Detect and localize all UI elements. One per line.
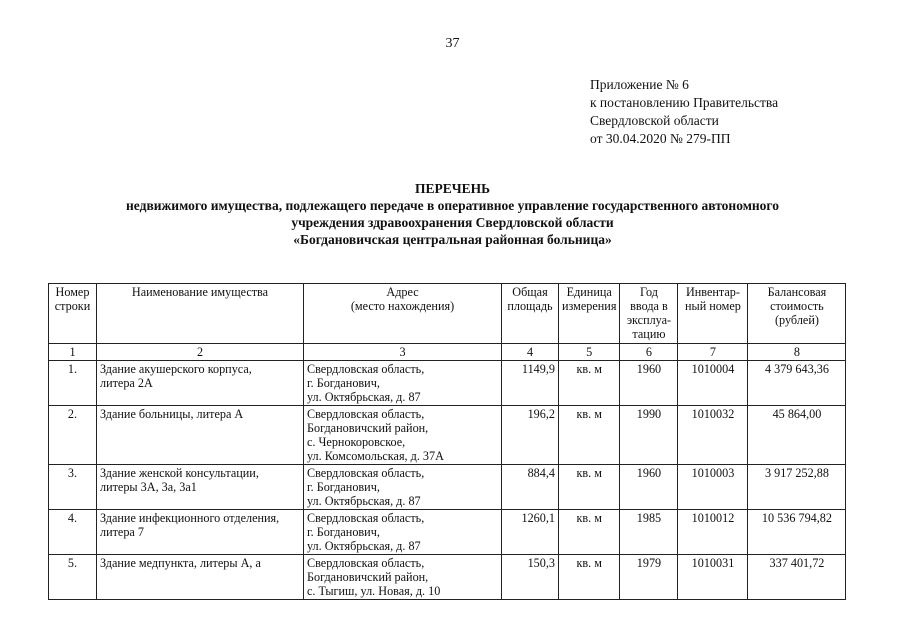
row-number: 3. [49,465,97,510]
header-area: Общая площадь [502,284,559,344]
property-unit: кв. м [559,555,620,600]
property-name: Здание женской консультации, литеры 3А, 3а, 3а1 [97,465,304,510]
row-number: 1. [49,361,97,406]
title-line: ПЕРЕЧЕНЬ [414,181,491,196]
property-name: Здание медпункта, литеры А, а [97,555,304,600]
page-number: 37 [445,36,460,51]
column-number: 2 [97,344,304,361]
property-area: 884,4 [502,465,559,510]
column-number: 1 [49,344,97,361]
header-year: Год ввода в эксплуа- тацию [620,284,678,344]
property-unit: кв. м [559,510,620,555]
property-unit: кв. м [559,465,620,510]
appendix-block [590,76,778,148]
property-area: 150,3 [502,555,559,600]
property-inventory: 1010031 [678,555,748,600]
appendix-line: Свердловской области [590,113,719,128]
title-line: «Богдановичская центральная районная больница» [293,232,612,247]
property-address: Свердловская область, г. Богданович, ул. Октябрьская, д. 87 [304,361,502,406]
property-name: Здание больницы, литера А [97,406,304,465]
property-inventory: 1010004 [678,361,748,406]
property-inventory: 1010012 [678,510,748,555]
property-inventory: 1010003 [678,465,748,510]
appendix-line: от 30.04.2020 № 279-ПП [590,131,731,146]
header-property-name: Наименование имущества [97,284,304,344]
header-value: Балансовая стоимость (рублей) [748,284,846,344]
column-number-row [49,344,846,361]
property-address: Свердловская область, г. Богданович, ул. Октябрьская, д. 87 [304,510,502,555]
column-number: 5 [559,344,620,361]
property-year: 1990 [620,406,678,465]
property-name: Здание инфекционного отделения, литера 7 [97,510,304,555]
property-value: 337 401,72 [748,555,846,600]
property-year: 1960 [620,361,678,406]
column-number: 6 [620,344,678,361]
row-number: 5. [49,555,97,600]
property-address: Свердловская область, Богдановичский район, с. Тыгиш, ул. Новая, д. 10 [304,555,502,600]
property-name: Здание акушерского корпуса, литера 2А [97,361,304,406]
table-row [49,465,846,510]
property-address: Свердловская область, Богдановичский район, с. Чернокоровское, ул. Комсомольская, д. 37А [304,406,502,465]
column-number: 3 [304,344,502,361]
header-address: Адрес (место нахождения) [304,284,502,344]
property-area: 1149,9 [502,361,559,406]
row-number: 2. [49,406,97,465]
column-number: 8 [748,344,846,361]
title-line: недвижимого имущества, подлежащего передаче в оперативное управление государственного автономного [126,198,779,213]
property-table [48,283,846,600]
table-row [49,555,846,600]
appendix-line: к постановлению Правительства [590,95,779,110]
document-title [0,180,905,248]
column-number: 4 [502,344,559,361]
appendix-line: Приложение № 6 [590,77,689,92]
header-inventory: Инвентар- ный номер [678,284,748,344]
property-address: Свердловская область, г. Богданович, ул. Октябрьская, д. 87 [304,465,502,510]
property-inventory: 1010032 [678,406,748,465]
property-value: 10 536 794,82 [748,510,846,555]
property-unit: кв. м [559,361,620,406]
property-value: 4 379 643,36 [748,361,846,406]
property-area: 1260,1 [502,510,559,555]
property-year: 1960 [620,465,678,510]
header-unit: Единица измерения [559,284,620,344]
property-value: 45 864,00 [748,406,846,465]
table-row [49,361,846,406]
property-year: 1979 [620,555,678,600]
table-header-row [49,284,846,344]
property-unit: кв. м [559,406,620,465]
table-row [49,510,846,555]
property-area: 196,2 [502,406,559,465]
title-line: учреждения здравоохранения Свердловской области [291,215,614,230]
property-value: 3 917 252,88 [748,465,846,510]
property-year: 1985 [620,510,678,555]
table-row [49,406,846,465]
column-number: 7 [678,344,748,361]
header-row-number: Номер строки [49,284,97,344]
row-number: 4. [49,510,97,555]
